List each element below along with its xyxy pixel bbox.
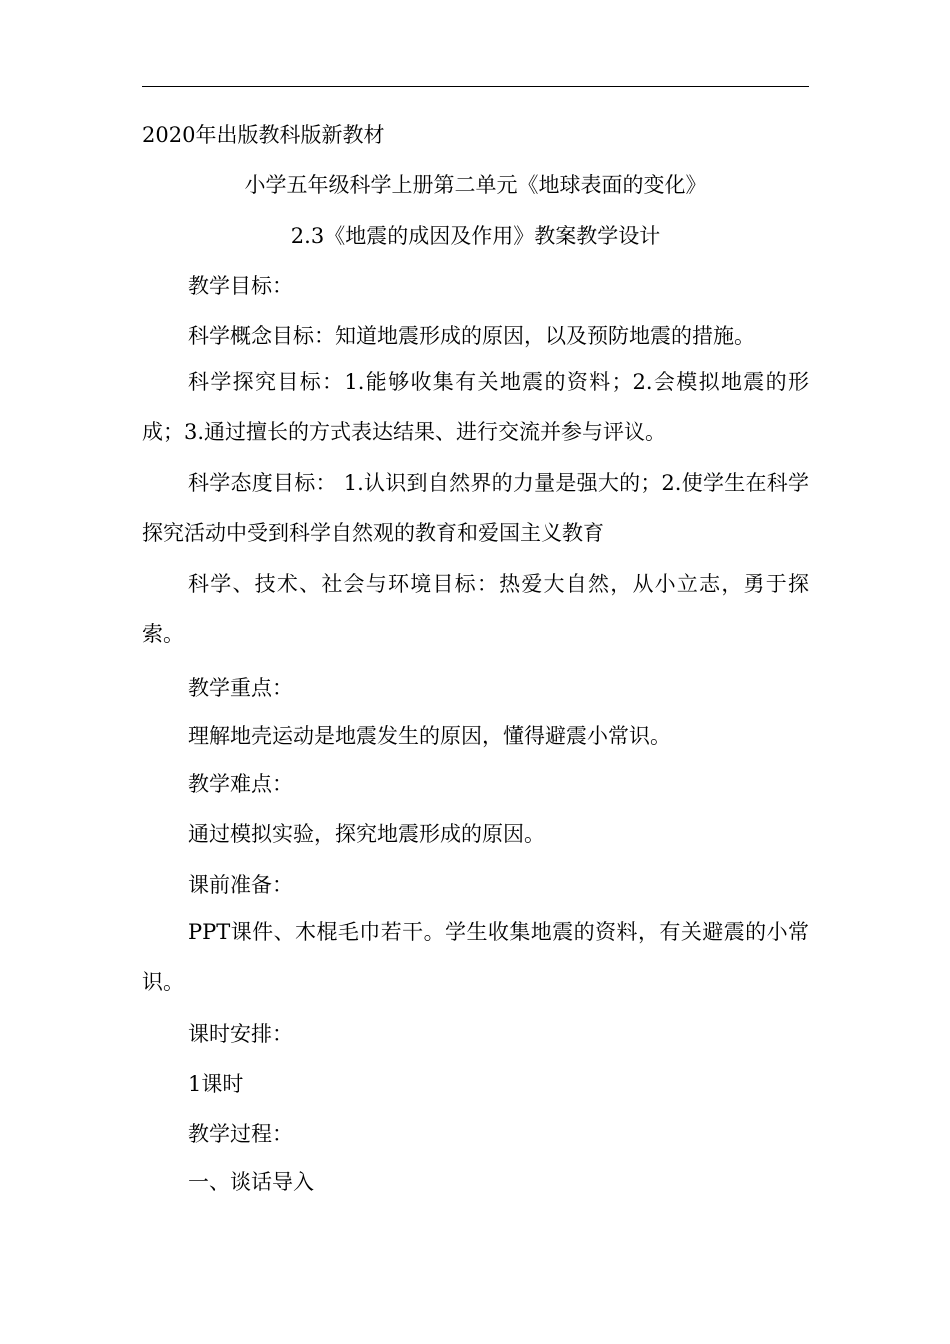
sts-goal: 科学、技术、社会与环境目标：热爱大自然，从小立志，勇于探索。 — [142, 572, 809, 646]
attitude-goal: 科学态度目标： 1.认识到自然界的力量是强大的；2.使学生在科学探究活动中受到科学自然观的教育和爱国主义教育 — [142, 471, 809, 545]
concept-goal: 科学概念目标：知道地震形成的原因，以及预防地震的措施。 — [188, 324, 755, 348]
lesson-title: 2.3《地震的成因及作用》教案教学设计 — [290, 224, 661, 248]
preparation-heading: 课前准备： — [188, 873, 293, 897]
inquiry-goal: 科学探究目标：1.能够收集有关地震的资料；2.会模拟地震的形成；3.通过擅长的方式表达结果、进行交流并参与评议。 — [142, 370, 809, 444]
unit-title: 小学五年级科学上册第二单元《地球表面的变化》 — [244, 173, 707, 197]
objectives-heading: 教学目标： — [188, 274, 293, 298]
key-points-heading: 教学重点： — [188, 676, 293, 700]
schedule-heading: 课时安排： — [188, 1022, 293, 1046]
header-rule — [142, 86, 809, 87]
edition-line: 2020年出版教科版新教材 — [142, 123, 385, 147]
difficulties-heading: 教学难点： — [188, 772, 293, 796]
difficulties: 通过模拟实验，探究地震形成的原因。 — [188, 822, 545, 846]
key-points: 理解地壳运动是地震发生的原因，懂得避震小常识。 — [188, 724, 671, 748]
section-one-heading: 一、谈话导入 — [188, 1170, 314, 1194]
schedule: 1课时 — [188, 1072, 244, 1096]
process-heading: 教学过程： — [188, 1122, 293, 1146]
preparation: PPT课件、木棍毛巾若干。学生收集地震的资料，有关避震的小常识。 — [142, 920, 809, 994]
